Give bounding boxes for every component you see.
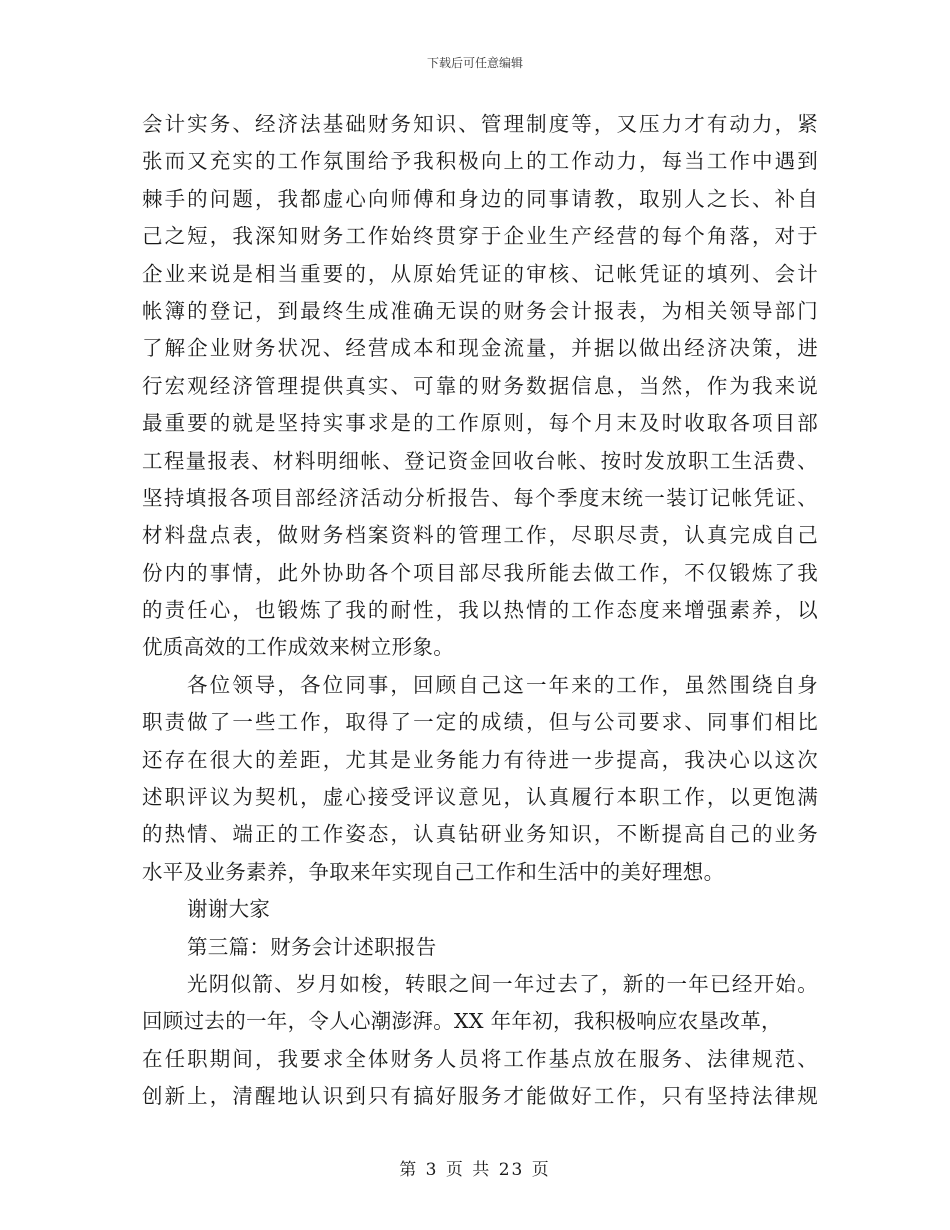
- text-line: 还存在很大的差距，尤其是业务能力有待进一步提高，我决心以这次: [142, 747, 818, 772]
- text-line: 在任职期间，我要求全体财务人员将工作基点放在服务、法律规范、: [142, 1046, 818, 1071]
- text-line: 回顾过去的一年，令人心潮澎湃。XX 年年初，我积极响应农垦改革，: [142, 1009, 782, 1034]
- text-line: 己之短，我深知财务工作始终贯穿于企业生产经营的每个角落，对于: [142, 224, 818, 249]
- document-body: [142, 106, 818, 1116]
- text-line: 帐簿的登记，到最终生成准确无误的财务会计报表，为相关领导部门: [142, 298, 818, 323]
- text-line: 各位领导，各位同事，回顾自己这一年来的工作，虽然围绕自身: [187, 672, 818, 697]
- text-line: 创新上，清醒地认识到只有搞好服务才能做好工作，只有坚持法律规: [142, 1084, 818, 1109]
- text-line: 最重要的就是坚持实事求是的工作原则，每个月末及时收取各项目部: [142, 411, 818, 436]
- text-line: 第三篇：财务会计述职报告: [187, 934, 437, 959]
- text-line: 企业来说是相当重要的，从原始凭证的审核、记帐凭证的填列、会计: [142, 261, 818, 286]
- text-line: 的责任心，也锻炼了我的耐性，我以热情的工作态度来增强素养，以: [142, 598, 818, 623]
- text-line: 水平及业务素养，争取来年实现自己工作和生活中的美好理想。: [142, 859, 725, 884]
- text-line: 会计实务、经济法基础财务知识、管理制度等，又压力才有动力，紧: [142, 112, 818, 136]
- text-line: 坚持填报各项目部经济活动分析报告、每个季度末统一装订记帐凭证、: [142, 485, 818, 510]
- text-line: 行宏观经济管理提供真实、可靠的财务数据信息，当然，作为我来说: [142, 373, 818, 398]
- text-line: 工程量报表、材料明细帐、登记资金回收台帐、按时发放职工生活费、: [142, 448, 818, 473]
- text-line: 材料盘点表，做财务档案资料的管理工作，尽职尽责，认真完成自己: [142, 523, 818, 548]
- text-line: 优质高效的工作成效来树立形象。: [142, 635, 454, 660]
- text-line: 张而又充实的工作氛围给予我积极向上的工作动力，每当工作中遇到: [142, 149, 818, 174]
- text-line: 了解企业财务状况、经营成本和现金流量，并据以做出经济决策，进: [142, 336, 818, 361]
- text-line: 谢谢大家: [187, 897, 271, 922]
- page-header: 下载后可任意编辑: [426, 56, 523, 70]
- text-line: 份内的事情，此外协助各个项目部尽我所能去做工作，不仅锻炼了我: [142, 560, 818, 585]
- text-line: 棘手的问题，我都虚心向师傅和身边的同事请教，取别人之长、补自: [142, 186, 818, 211]
- text-line: 述职评议为契机，虚心接受评议意见，认真履行本职工作，以更饱满: [142, 785, 818, 810]
- text-line: 职责做了一些工作，取得了一定的成绩，但与公司要求、同事们相比: [142, 710, 818, 735]
- text-line: 的热情、端正的工作姿态，认真钻研业务知识，不断提高自己的业务: [142, 822, 818, 847]
- text-line: 光阴似箭、岁月如梭，转眼之间一年过去了，新的一年已经开始。: [187, 971, 818, 996]
- page-number-footer: 第 3 页 共 23 页: [399, 1160, 551, 1180]
